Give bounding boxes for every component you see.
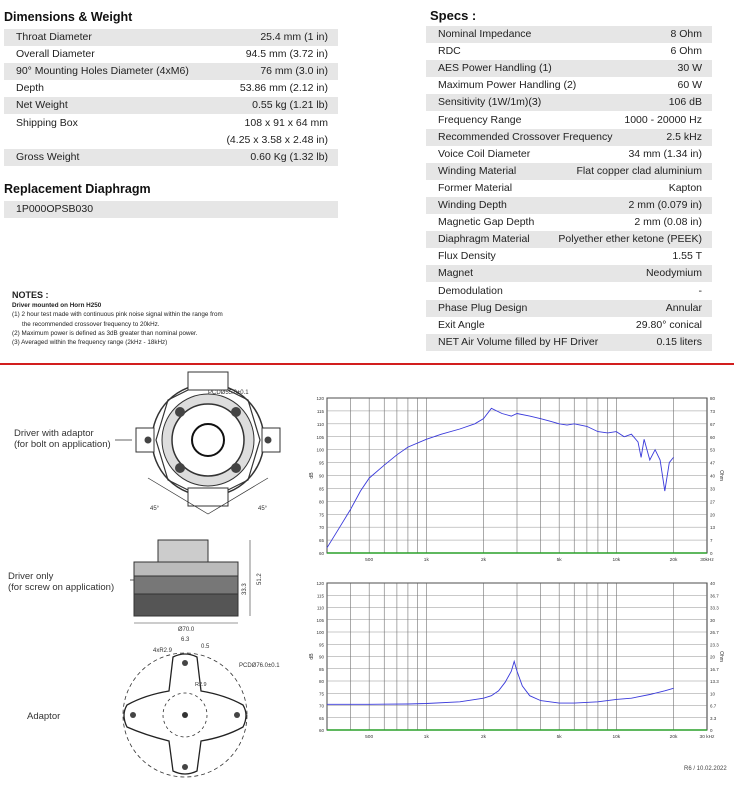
row-value: Kapton xyxy=(668,181,702,194)
pcd55-label: PCDØ55.0±0.1 xyxy=(208,390,249,396)
row-value: 0.60 Kg (1.32 lb) xyxy=(250,150,328,163)
label-line: Driver only xyxy=(8,571,54,582)
revision-label: R6 / 10.02.2022 xyxy=(684,766,727,772)
bolt-hole xyxy=(231,463,241,473)
row-label: Magnet xyxy=(438,267,474,280)
y2-tick-label: 80 xyxy=(710,396,716,401)
row-value: (4.25 x 3.58 x 2.48 in) xyxy=(226,133,328,146)
y2-tick-label: 73 xyxy=(710,408,716,414)
notes-title: NOTES : xyxy=(12,290,49,300)
y-tick-label: 120 xyxy=(316,396,324,401)
x-tick-label: 30kHz xyxy=(700,558,714,563)
y2-tick-label: 6.7 xyxy=(710,703,717,709)
dim-label: 4xR2.9 xyxy=(153,648,173,654)
y2-tick-label: 47 xyxy=(710,460,716,466)
row-label: Depth xyxy=(16,82,45,95)
replacement-part-row xyxy=(4,201,338,218)
table-row xyxy=(426,129,712,146)
label-line: Driver with adaptor xyxy=(14,428,94,439)
y-tick-label: 80 xyxy=(318,499,324,505)
table-row xyxy=(4,149,338,166)
replacement-part-number: 1P000OPSB030 xyxy=(16,203,94,215)
depth-label: 33.3 xyxy=(242,583,248,595)
x-tick-label: 5k xyxy=(556,558,562,563)
y2-axis-label: Ohm xyxy=(718,470,724,481)
row-value: 1000 - 20000 Hz xyxy=(624,113,702,126)
x-tick-label: 20k xyxy=(669,735,678,740)
y-axis-label: dB xyxy=(309,653,315,660)
mount-hole xyxy=(145,437,152,444)
y-tick-label: 100 xyxy=(316,630,324,635)
y2-tick-label: 67 xyxy=(710,421,716,427)
y-tick-label: 70 xyxy=(318,525,324,531)
row-value: 2 mm (0.08 in) xyxy=(634,216,702,229)
x-tick-label: 1k xyxy=(423,558,429,563)
row-label: Net Weight xyxy=(16,99,68,112)
x-tick-label: 2k xyxy=(481,735,487,740)
row-value: 34 mm (1.34 in) xyxy=(628,147,702,160)
y-tick-label: 65 xyxy=(318,715,324,721)
row-value: 0.15 liters xyxy=(656,335,702,348)
table-row xyxy=(426,146,712,163)
bolt-hole xyxy=(175,463,185,473)
y-tick-label: 110 xyxy=(316,421,324,427)
adaptor-label: Adaptor xyxy=(27,711,61,722)
y-tick-label: 60 xyxy=(318,551,324,556)
row-label: NET Air Volume filled by HF Driver xyxy=(438,335,599,348)
row-value: 2 mm (0.079 in) xyxy=(628,199,702,211)
table-row xyxy=(426,60,712,77)
driver-adaptor-drawing xyxy=(110,370,310,515)
y2-tick-label: 33.3 xyxy=(710,605,719,611)
specs-title: Specs : xyxy=(430,8,477,23)
y-tick-label: 85 xyxy=(318,666,324,672)
angle-label: 45° xyxy=(150,506,160,512)
angle-label: 45° xyxy=(258,506,268,512)
y-tick-label: 85 xyxy=(318,486,324,492)
table-row xyxy=(4,115,338,132)
dim-label: 0.5 xyxy=(201,644,210,650)
driver-with-adaptor-label xyxy=(14,428,111,450)
row-value: Flat copper clad aluminium xyxy=(576,164,702,177)
y-tick-label: 70 xyxy=(318,703,324,709)
y2-tick-label: 13.3 xyxy=(710,679,719,684)
y-tick-label: 65 xyxy=(318,538,324,544)
row-value: 6 Ohm xyxy=(670,45,702,58)
row-value: 0.55 kg (1.21 lb) xyxy=(252,99,328,112)
top-tab xyxy=(188,372,228,390)
row-label: Recommended Crossover Frequency xyxy=(438,130,613,143)
y2-tick-label: 0 xyxy=(710,551,713,556)
y-tick-label: 105 xyxy=(316,434,324,440)
table-row xyxy=(4,97,338,114)
row-value: 2.5 kHz xyxy=(666,130,702,143)
table-row xyxy=(426,265,712,282)
mount-hole xyxy=(130,712,136,718)
y-tick-label: 90 xyxy=(318,473,324,479)
y-tick-label: 100 xyxy=(316,447,324,453)
table-row xyxy=(426,248,712,265)
diameter-label: Ø70.0 xyxy=(177,627,195,633)
table-row xyxy=(4,80,338,97)
driver-side-drawing xyxy=(130,535,270,635)
row-value: 76 mm (3.0 in) xyxy=(260,65,328,78)
y-tick-label: 60 xyxy=(318,728,324,733)
y2-tick-label: 33 xyxy=(710,486,716,492)
table-row xyxy=(426,163,712,180)
note-line: (1) 2 hour test made with continuous pink noise signal within the range from xyxy=(12,311,223,319)
row-label: Exit Angle xyxy=(438,318,485,331)
y-tick-label: 110 xyxy=(316,605,324,611)
driver-magnet xyxy=(134,576,238,594)
table-row xyxy=(4,29,338,46)
y2-tick-label: 10 xyxy=(710,691,716,697)
notes-subtitle: Driver mounted on Horn H250 xyxy=(12,302,102,309)
row-value: 8 Ohm xyxy=(670,28,702,40)
row-label: Overall Diameter xyxy=(16,48,95,61)
row-value: 25.4 mm (1 in) xyxy=(260,31,328,43)
y2-tick-label: 40 xyxy=(710,581,716,586)
note-line: the recommended crossover frequency to 20kHz. xyxy=(22,320,160,328)
bolt-hole xyxy=(175,407,185,417)
adaptor-drawing xyxy=(115,635,295,780)
row-label: AES Power Handling (1) xyxy=(438,62,552,75)
table-row xyxy=(4,46,338,63)
row-value: 53.86 mm (2.12 in) xyxy=(239,82,328,95)
row-label: Throat Diameter xyxy=(16,31,92,43)
row-value: Neodymium xyxy=(645,267,702,280)
row-label: Winding Material xyxy=(438,164,517,177)
y2-tick-label: 40 xyxy=(710,473,716,479)
y2-axis-label: Ohm xyxy=(718,651,724,662)
y-tick-label: 120 xyxy=(316,581,324,586)
y-tick-label: 80 xyxy=(318,679,324,684)
mount-hole xyxy=(265,437,272,444)
driver-base xyxy=(134,594,238,616)
dim-label: 6.3 xyxy=(181,637,190,643)
driver-flange xyxy=(134,562,238,576)
table-row xyxy=(426,26,712,43)
table-row xyxy=(426,334,712,351)
x-tick-label: 30 kHz xyxy=(699,735,715,740)
frequency-response-chart xyxy=(305,390,725,570)
section-divider xyxy=(0,363,734,365)
row-label: Phase Plug Design xyxy=(438,301,528,314)
row-value: Annular xyxy=(665,301,702,314)
row-label: Former Material xyxy=(438,181,513,194)
row-value: 94.5 mm (3.72 in) xyxy=(245,48,328,61)
y-tick-label: 105 xyxy=(316,617,324,623)
height-label: 51.2 xyxy=(257,573,263,585)
row-label: Nominal Impedance xyxy=(438,28,532,40)
impedance-chart xyxy=(305,575,725,747)
table-row xyxy=(426,112,712,129)
row-label: Demodulation xyxy=(438,284,503,297)
y2-tick-label: 27 xyxy=(710,499,716,505)
label-line: (for screw on application) xyxy=(8,582,115,593)
note-line: (3) Averaged within the frequency range (2kHz - 18kHz) xyxy=(12,339,168,347)
table-row xyxy=(426,214,712,231)
y-tick-label: 95 xyxy=(318,460,324,466)
dim-label: R2.9 xyxy=(195,682,207,688)
y2-tick-label: 26.7 xyxy=(710,630,719,635)
row-value: 29.80° conical xyxy=(635,318,702,331)
label-line: (for bolt on application) xyxy=(14,439,111,450)
table-row xyxy=(426,197,712,214)
driver-cap xyxy=(158,540,208,562)
y2-tick-label: 20 xyxy=(710,654,716,660)
row-label: Gross Weight xyxy=(16,150,80,163)
x-tick-label: 500 xyxy=(365,558,374,563)
row-label: Flux Density xyxy=(438,250,496,263)
x-tick-label: 2k xyxy=(481,558,487,563)
x-tick-label: 5k xyxy=(556,735,562,740)
mount-hole xyxy=(182,660,188,666)
notes-block xyxy=(12,290,312,347)
y-tick-label: 90 xyxy=(318,654,324,660)
row-value: - xyxy=(698,284,702,297)
row-value: 108 x 91 x 64 mm xyxy=(244,116,328,129)
y2-tick-label: 7 xyxy=(710,538,713,544)
row-value: 60 W xyxy=(677,79,702,92)
y2-tick-label: 36.7 xyxy=(710,593,719,599)
center-mark xyxy=(182,712,188,718)
row-label: 90° Mounting Holes Diameter (4xM6) xyxy=(16,65,189,78)
y-tick-label: 95 xyxy=(318,642,324,648)
x-tick-label: 1k xyxy=(423,735,429,740)
row-value: Polyether ether ketone (PEEK) xyxy=(558,233,702,246)
row-label: Shipping Box xyxy=(16,116,78,129)
x-tick-label: 10k xyxy=(612,735,621,740)
y2-tick-label: 60 xyxy=(710,434,716,440)
table-row xyxy=(426,283,712,300)
row-value: 106 dB xyxy=(668,96,702,109)
y-tick-label: 115 xyxy=(316,593,324,599)
y2-tick-label: 53 xyxy=(710,447,716,453)
y-tick-label: 75 xyxy=(318,691,324,697)
y2-tick-label: 20 xyxy=(710,512,716,518)
x-tick-label: 10k xyxy=(612,558,621,563)
throat xyxy=(192,424,224,456)
row-label: Diaphragm Material xyxy=(438,233,530,246)
pcd76-label: PCDØ76.0±0.1 xyxy=(239,663,280,669)
row-value: 1.55 T xyxy=(672,250,702,263)
table-row xyxy=(426,94,712,111)
row-label: RDC xyxy=(438,45,461,58)
replacement-title: Replacement Diaphragm xyxy=(4,182,151,196)
row-value: 30 W xyxy=(677,62,702,75)
table-row xyxy=(4,132,338,149)
y2-tick-label: 3.3 xyxy=(710,715,717,721)
row-label: Magnetic Gap Depth xyxy=(438,216,535,229)
table-row xyxy=(426,300,712,317)
y-tick-label: 75 xyxy=(318,512,324,518)
y-axis-label: dB xyxy=(309,472,315,479)
mount-hole xyxy=(234,712,240,718)
table-row xyxy=(426,231,712,248)
bottom-tab xyxy=(188,488,228,506)
row-label: Voice Coil Diameter xyxy=(438,147,531,160)
y2-tick-label: 13 xyxy=(710,525,716,531)
y2-tick-label: 30 xyxy=(710,617,716,623)
table-row xyxy=(426,43,712,60)
mount-hole xyxy=(182,764,188,770)
y2-tick-label: 0 xyxy=(710,728,713,733)
y2-tick-label: 23.3 xyxy=(710,642,719,648)
row-label: Maximum Power Handling (2) xyxy=(438,79,577,92)
row-label: Winding Depth xyxy=(438,199,507,211)
row-label: Sensitivity (1W/1m)(3) xyxy=(438,96,542,109)
bolt-hole xyxy=(231,407,241,417)
row-label: Frequency Range xyxy=(438,113,522,126)
table-row xyxy=(426,77,712,94)
table-row xyxy=(426,180,712,197)
x-tick-label: 500 xyxy=(365,735,374,740)
x-tick-label: 20k xyxy=(669,558,678,563)
y2-tick-label: 16.7 xyxy=(710,666,719,672)
table-row xyxy=(4,63,338,80)
y-tick-label: 115 xyxy=(316,408,324,414)
driver-only-label xyxy=(8,571,114,593)
dimensions-title: Dimensions & Weight xyxy=(4,10,133,24)
table-row xyxy=(426,317,712,334)
note-line: (2) Maximum power is defined as 3dB greater than nominal power. xyxy=(12,329,198,337)
